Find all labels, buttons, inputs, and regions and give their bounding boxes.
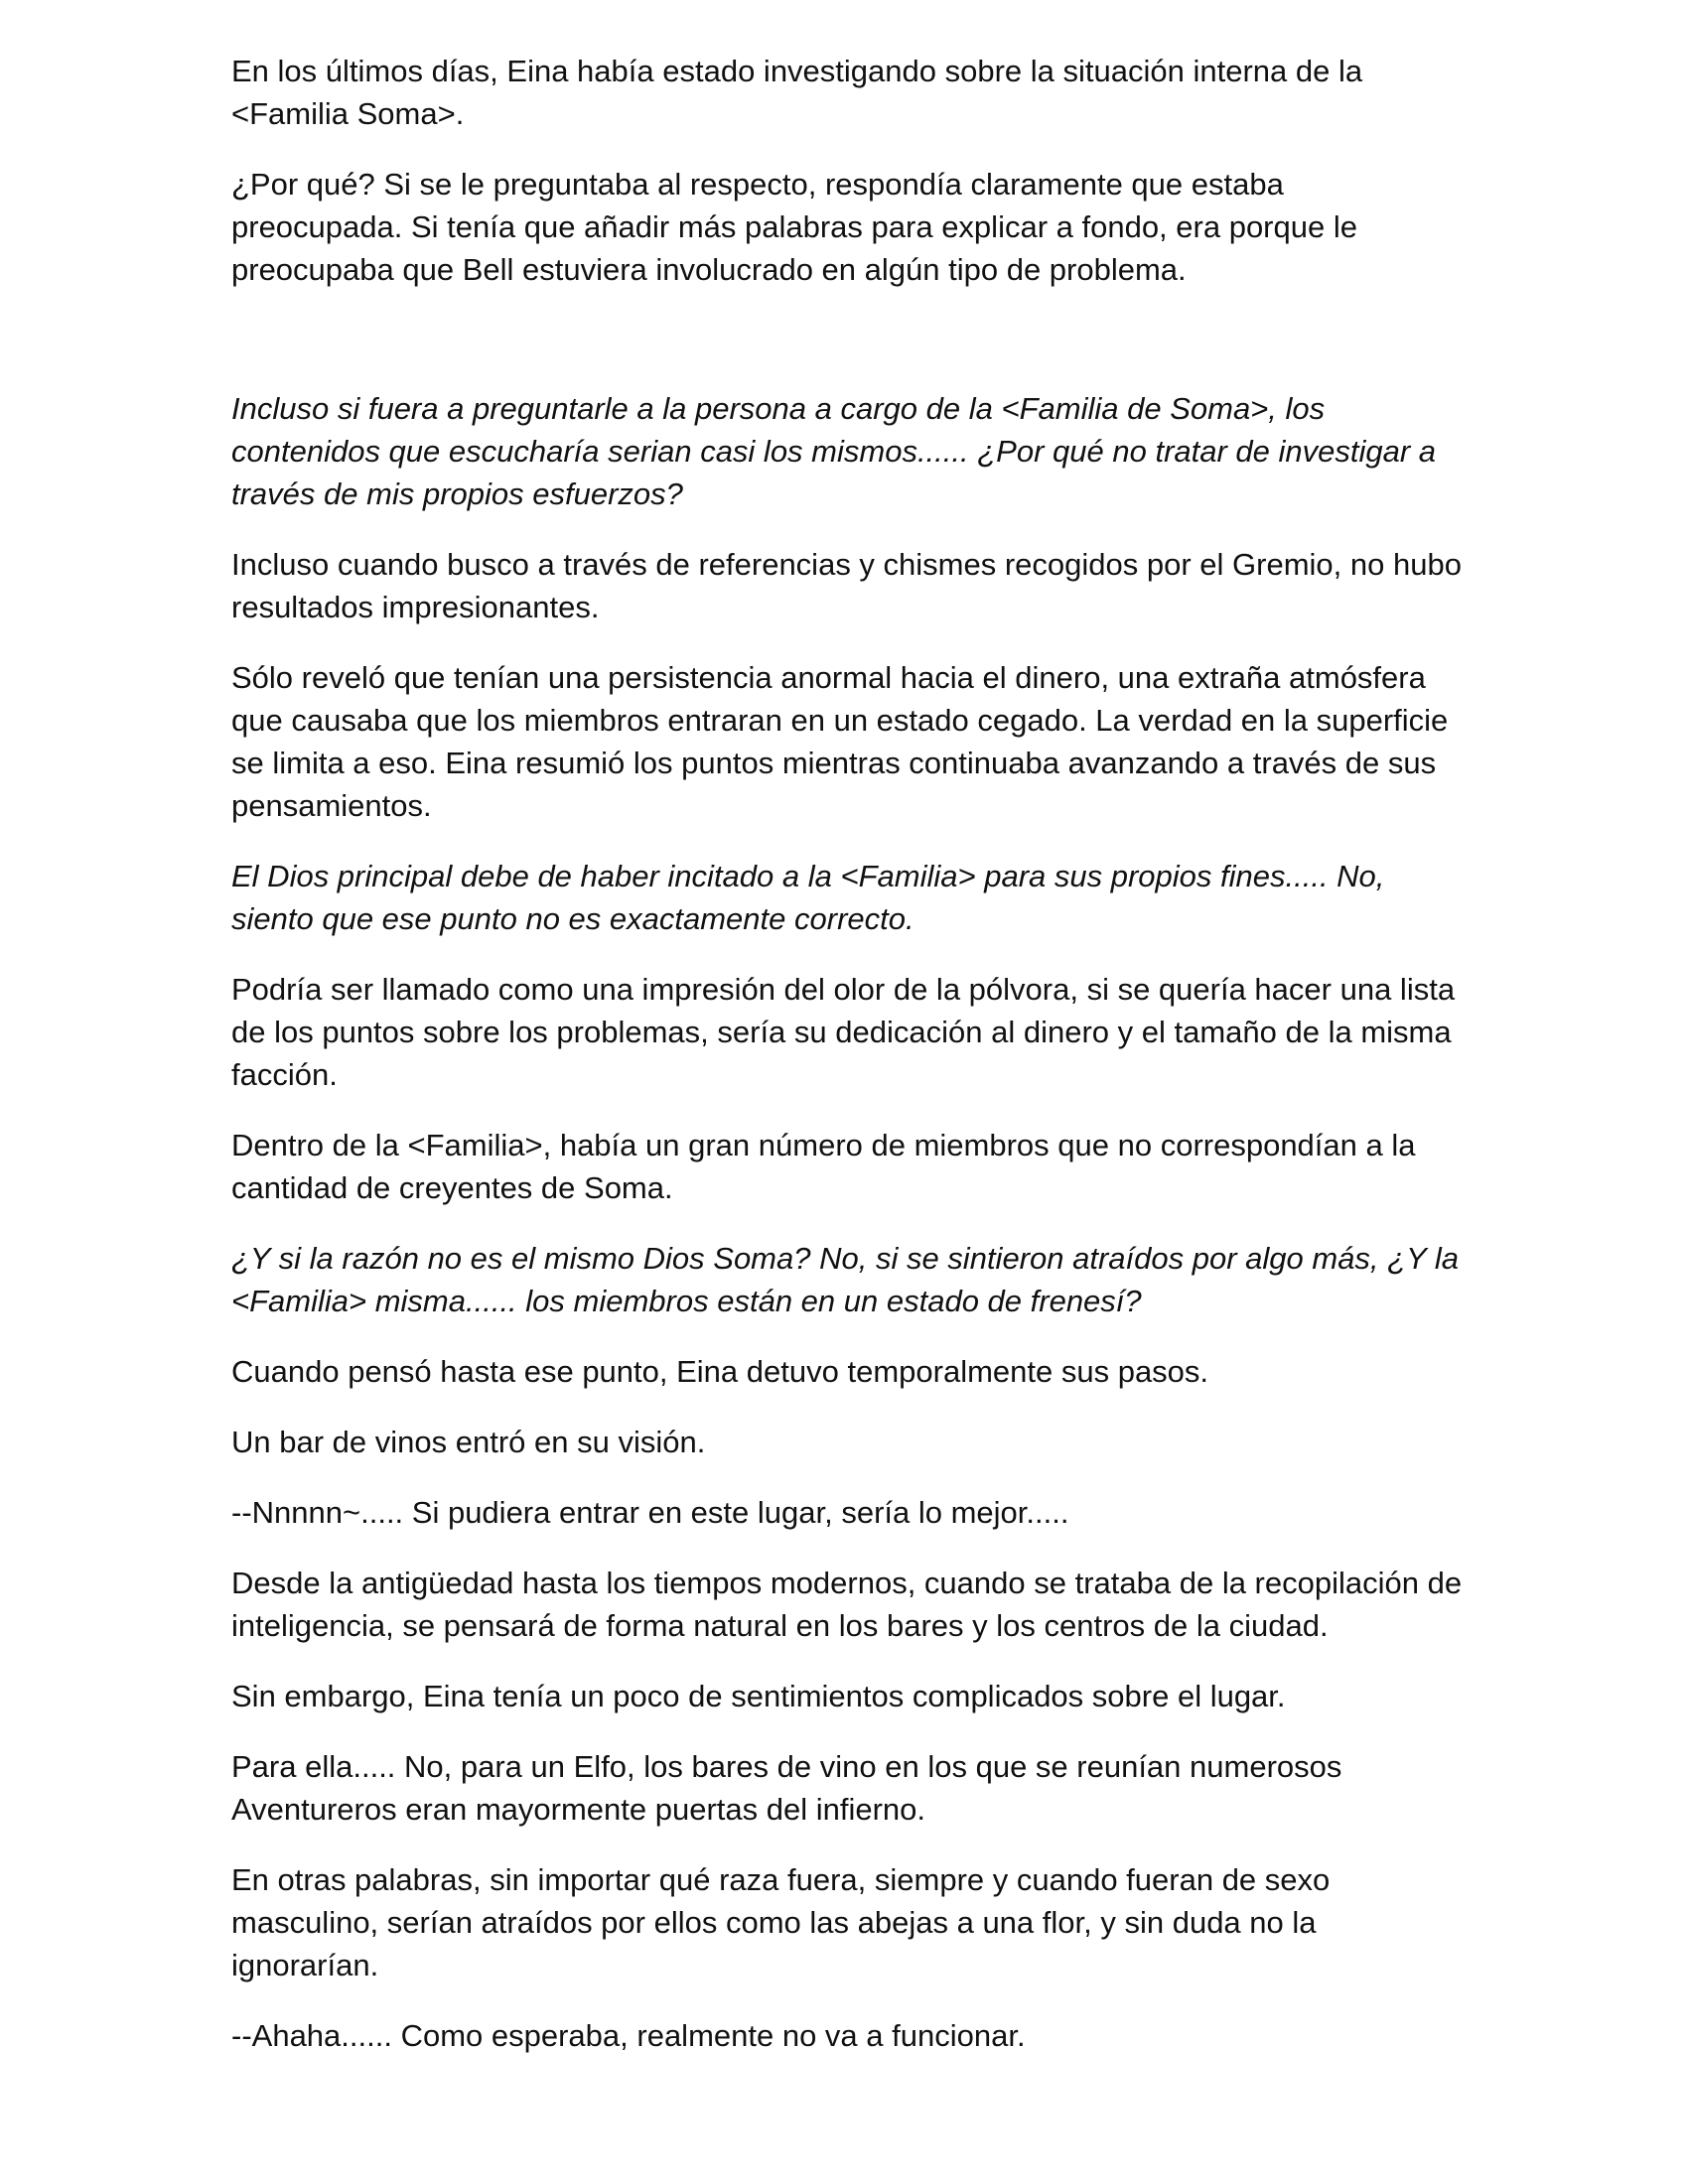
paragraph: ¿Por qué? Si se le preguntaba al respecto, respondía claramente que estaba preocupada. Si tenía que añadir más palabras para explicar a fondo, era porque le preocupaba que Bell estuviera involucrado en algún tipo de problema. [231,167,1357,287]
paragraph: Sólo reveló que tenían una persistencia anormal hacia el dinero, una extraña atmósfera que causaba que los miembros entraran en un estado cegado. La verdad en la superficie se limita a eso. Eina resumió los puntos mientras continuaba avanzando a través de sus pensamientos. [231,660,1449,823]
paragraph: En los últimos días, Eina había estado investigando sobre la situación interna de la <Familia Soma>. [231,54,1363,131]
paragraph: Para ella..... No, para un Elfo, los bares de vino en los que se reunían numerosos Aventureros eran mayormente puertas del infierno. [231,1749,1342,1827]
italic-paragraph: El Dios principal debe de haber incitado a la <Familia> para sus propios fines..... No, siento que ese punto no es exactamente correcto. [231,859,1385,936]
paragraph: Desde la antigüedad hasta los tiempos modernos, cuando se trataba de la recopilación de inteligencia, se pensará de forma natural en los bares y los centros de la ciudad. [231,1566,1463,1643]
paragraph: Sin embargo, Eina tenía un poco de sentimientos complicados sobre el lugar. [231,1679,1286,1713]
paragraph: Podría ser llamado como una impresión del olor de la pólvora, si se quería hacer una lista de los puntos sobre los problemas, sería su dedicación al dinero y el tamaño de la misma facción. [231,972,1456,1092]
paragraph: Cuando pensó hasta ese punto, Eina detuvo temporalmente sus pasos. [231,1354,1209,1389]
italic-paragraph: ¿Y si la razón no es el mismo Dios Soma? No, si se sintieron atraídos por algo más, ¿Y la <Familia> misma...... los miembros están en un estado de frenesí? [231,1241,1459,1318]
text-column [231,50,1463,2085]
paragraph: --Nnnnn~..... Si pudiera entrar en este lugar, sería lo mejor..... [231,1495,1069,1530]
paragraph: Dentro de la <Familia>, había un gran número de miembros que no correspondían a la cantidad de creyentes de Soma. [231,1128,1416,1205]
italic-paragraph: Incluso si fuera a preguntarle a la persona a cargo de la <Familia de Soma>, los contenidos que escucharía serian casi los mismos...... ¿Por qué no tratar de investigar a través de mis propios esfuerzos? [231,391,1437,511]
paragraph: --Ahaha...... Como esperaba, realmente no va a funcionar. [231,2018,1026,2053]
paragraph: Un bar de vinos entró en su visión. [231,1425,706,1459]
paragraph: Incluso cuando busco a través de referencias y chismes recogidos por el Gremio, no hubo resultados impresionantes. [231,547,1462,624]
paragraph: En otras palabras, sin importar qué raza fuera, siempre y cuando fueran de sexo masculino, serían atraídos por ellos como las abejas a una flor, y sin duda no la ignorarían. [231,1862,1331,1982]
